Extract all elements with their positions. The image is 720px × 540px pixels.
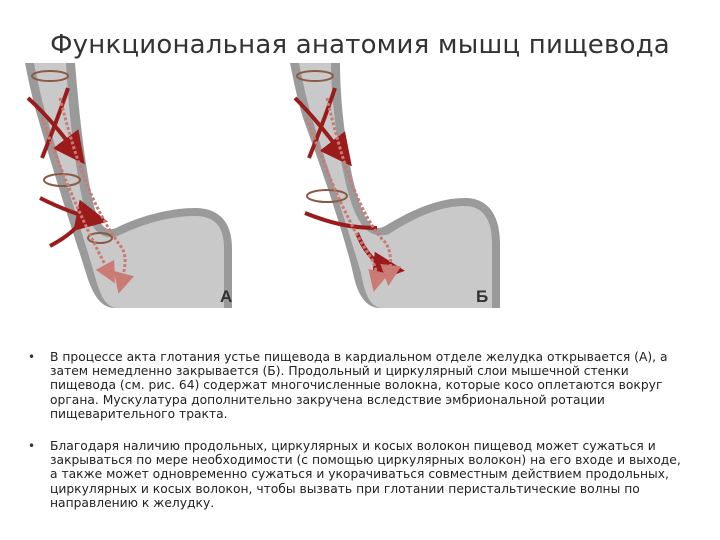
bullet-list bbox=[28, 350, 688, 528]
bullet-marker: • bbox=[28, 439, 36, 454]
bullet-marker: • bbox=[28, 350, 36, 364]
panel-b-diagram bbox=[290, 63, 500, 308]
bullet-text: В процессе акта глотания устье пищевода в кардиальном отделе желудка открывается (А), а затем немедленно закрывается (Б). Продольный и циркулярный слои мышечной стенки пищевода (см. рис. 64) содержат многочисленные волокна, которые косо оплетаются вокруг органа. Мускулатура дополнительно закручена вследствие эмбриональной ротации пищеварительного тракта. bbox=[50, 350, 668, 421]
panel-a-diagram bbox=[25, 63, 232, 308]
bullet-item bbox=[28, 439, 688, 510]
esophagus-figure bbox=[20, 58, 510, 313]
bullet-item bbox=[28, 350, 688, 421]
bullet-text: Благодаря наличию продольных, циркулярных и косых волокон пищевод может сужаться и закрываться по мере необходимости (с помощью циркулярных волокон) на его входе и выходе, а также может одновременно сужаться и укорачиваться совместным действием продольных, циркулярных и косых волокон, чтобы вызвать при глотании перистальтические волны по направлению к желудку. bbox=[50, 439, 681, 510]
panel-a-label: А bbox=[220, 287, 233, 306]
slide-title: Функциональная анатомия мышц пищевода bbox=[50, 30, 670, 60]
esophagus-illustration bbox=[20, 58, 510, 313]
panel-b-label: Б bbox=[476, 287, 489, 306]
